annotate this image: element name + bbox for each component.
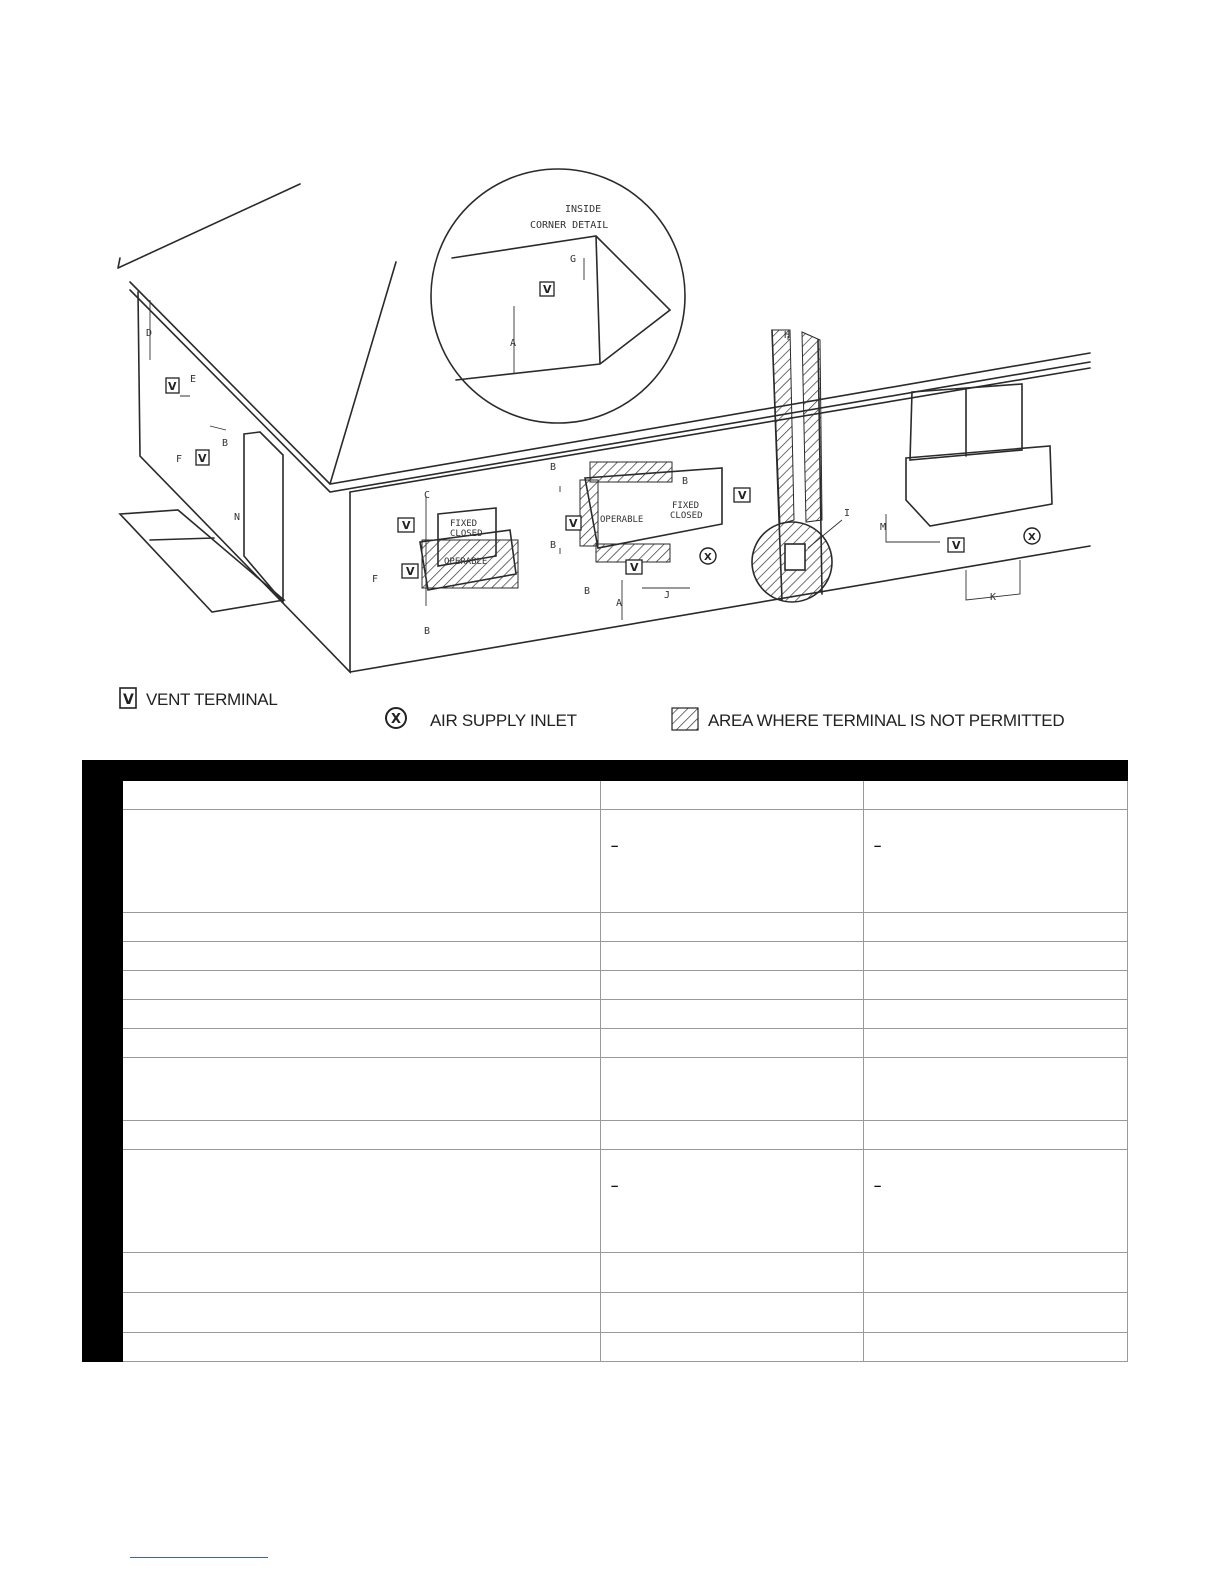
table-row-col3	[864, 1121, 1128, 1150]
dim-letter-n: N	[234, 512, 241, 523]
table-row	[83, 1253, 1128, 1293]
table-row-col2	[601, 1293, 864, 1333]
legend-inlet-icon	[386, 708, 406, 728]
table-row-col2	[601, 1333, 864, 1362]
svg-text:V: V	[406, 565, 415, 578]
window-left-lower-label: OPERABLE	[444, 557, 488, 567]
vent-terminal-icon-mid-bottom	[626, 560, 642, 574]
table-row-col3	[864, 1253, 1128, 1293]
table-row-col3	[864, 1150, 1128, 1253]
table-row-col2	[601, 810, 864, 913]
table-row-col3	[864, 942, 1128, 971]
legend-not-permitted: AREA WHERE TERMINAL IS NOT PERMITTED	[708, 711, 1065, 730]
vent-terminal-icon-right	[948, 538, 964, 552]
table-row-key	[83, 913, 123, 942]
table-row	[83, 942, 1128, 971]
table-row-description	[123, 1333, 601, 1362]
table-row-key	[83, 1253, 123, 1293]
vent-terminal-icon-window-upper	[398, 518, 414, 532]
air-supply-inlet-icon-mid	[700, 548, 716, 564]
hatch-above-window	[590, 462, 672, 482]
svg-text:V: V	[543, 283, 552, 296]
hatch-side-window	[580, 480, 598, 546]
table-header-row	[83, 761, 1128, 781]
table-row-col3	[864, 1000, 1128, 1029]
dim-letter-c: C	[424, 490, 431, 501]
air-supply-inlet-icon-right	[1024, 528, 1040, 544]
clearance-table	[82, 760, 1128, 1362]
table-row-description	[123, 1253, 601, 1293]
table-row-description	[123, 781, 601, 810]
table-row-description	[123, 971, 601, 1000]
table-row-col3	[864, 810, 1128, 913]
dim-letter-j: J	[664, 590, 671, 601]
table-row	[83, 1150, 1128, 1253]
table-row-col3	[864, 1029, 1128, 1058]
table-row-key	[83, 1150, 123, 1253]
table-row-description	[123, 942, 601, 971]
window-mid-left-label: OPERABLE	[600, 515, 644, 525]
dim-letter-f-door: F	[176, 454, 183, 465]
table-row-col2	[601, 1121, 864, 1150]
table-row-key	[83, 1058, 123, 1121]
svg-text:V: V	[123, 692, 134, 708]
table-row-col3	[864, 1058, 1128, 1121]
table-cell-value: –	[874, 1178, 882, 1193]
table-row	[83, 1333, 1128, 1362]
table-row-col2	[601, 1253, 864, 1293]
window-left-upper-label2: CLOSED	[450, 529, 483, 539]
vent-terminal-icon-mid-left	[566, 516, 581, 530]
table-row-col2	[601, 1058, 864, 1121]
svg-text:X: X	[704, 552, 712, 563]
dim-letter-b-right: B	[682, 476, 689, 487]
dim-letter-i: I	[844, 508, 851, 519]
dim-letter-b-top: B	[550, 462, 557, 473]
table-row-col2	[601, 1150, 864, 1253]
vent-terminal-icon-door	[196, 450, 209, 465]
table-row	[83, 1121, 1128, 1150]
table-header-col2	[601, 761, 864, 781]
dim-letter-a-detail: A	[510, 338, 517, 349]
svg-text:X: X	[1028, 532, 1036, 543]
table-row-col2	[601, 971, 864, 1000]
table-row-key	[83, 1293, 123, 1333]
table-cell-value: –	[874, 838, 882, 853]
dim-letter-f: F	[372, 574, 379, 585]
legend-hatch-icon	[672, 708, 698, 730]
table-row-col2	[601, 781, 864, 810]
table-row-col2	[601, 1029, 864, 1058]
detail-title-line1: INSIDE	[565, 204, 602, 215]
table-row-description	[123, 913, 601, 942]
window-mid-right-label2: CLOSED	[670, 511, 703, 521]
svg-text:V: V	[738, 489, 747, 502]
dim-letter-b-door: B	[222, 438, 229, 449]
table-row	[83, 1293, 1128, 1333]
table-row	[83, 810, 1128, 913]
table-row-key	[83, 1029, 123, 1058]
inside-corner-detail	[431, 169, 685, 423]
door	[244, 432, 283, 602]
table-row-key	[83, 781, 123, 810]
legend-air-supply-inlet: AIR SUPPLY INLET	[430, 711, 577, 730]
hatch-chimney	[772, 330, 822, 524]
dim-letter-b-left: B	[424, 626, 431, 637]
legend-vent-icon	[120, 688, 136, 708]
table-row-description	[123, 810, 601, 913]
window-mid-right-label1: FIXED	[672, 501, 700, 511]
table-cell-value: –	[611, 838, 619, 853]
table-row-key	[83, 810, 123, 913]
vent-terminal-icon-left-wall	[166, 378, 179, 393]
dim-letter-m: M	[880, 522, 887, 533]
svg-text:V: V	[168, 380, 177, 393]
table-row-description	[123, 1150, 601, 1253]
table-row-key	[83, 1000, 123, 1029]
table-header-col3	[864, 761, 1128, 781]
table-row	[83, 1058, 1128, 1121]
table-row	[83, 781, 1128, 810]
table-row-col2	[601, 1000, 864, 1029]
table-row-col3	[864, 971, 1128, 1000]
table-row-description	[123, 1058, 601, 1121]
dim-letter-k: K	[990, 592, 997, 603]
table-row	[83, 971, 1128, 1000]
vent-terminal-clearance-diagram	[0, 0, 1224, 760]
table-row	[83, 913, 1128, 942]
svg-text:X: X	[391, 712, 402, 727]
footer-link-underline	[130, 1557, 268, 1558]
svg-text:V: V	[198, 452, 207, 465]
table-row-description	[123, 1293, 601, 1333]
table-header-description	[123, 761, 601, 781]
vent-terminal-icon-mid-right	[734, 488, 750, 502]
table-cell-value: –	[611, 1178, 619, 1193]
svg-text:V: V	[569, 517, 578, 530]
svg-text:V: V	[402, 519, 411, 532]
dim-letter-b-mid: B	[550, 540, 557, 551]
svg-text:V: V	[952, 539, 961, 552]
table-row-key	[83, 942, 123, 971]
legend-vent-terminal: VENT TERMINAL	[146, 690, 278, 709]
window-left-upper-label1: FIXED	[450, 519, 478, 529]
dim-letter-d: D	[146, 328, 153, 339]
hatch-below-window	[596, 544, 670, 562]
dim-letter-b-bottom: B	[584, 586, 591, 597]
table-row-col3	[864, 1333, 1128, 1362]
detail-title-line2: CORNER DETAIL	[530, 220, 609, 231]
table-row-col2	[601, 942, 864, 971]
table-row	[83, 1000, 1128, 1029]
table-row-description	[123, 1121, 601, 1150]
table-row-key	[83, 1333, 123, 1362]
dim-letter-e: E	[190, 374, 197, 385]
table-header-key	[83, 761, 123, 781]
table-row-key	[83, 971, 123, 1000]
dim-letter-h: H	[784, 330, 791, 341]
vent-terminal-icon-detail	[540, 282, 554, 296]
table-row-col2	[601, 913, 864, 942]
vent-terminal-icon-window-lower	[402, 564, 418, 578]
table-row-key	[83, 1121, 123, 1150]
svg-text:V: V	[630, 561, 639, 574]
table-row-col3	[864, 913, 1128, 942]
dim-letter-a: A	[616, 598, 623, 609]
dim-letter-g: G	[570, 254, 577, 265]
table-row-col3	[864, 1293, 1128, 1333]
table-row-description	[123, 1029, 601, 1058]
table-row-col3	[864, 781, 1128, 810]
walkway	[120, 510, 284, 612]
table-row-description	[123, 1000, 601, 1029]
table-row	[83, 1029, 1128, 1058]
legend	[120, 688, 1064, 730]
window-right	[906, 384, 1052, 526]
